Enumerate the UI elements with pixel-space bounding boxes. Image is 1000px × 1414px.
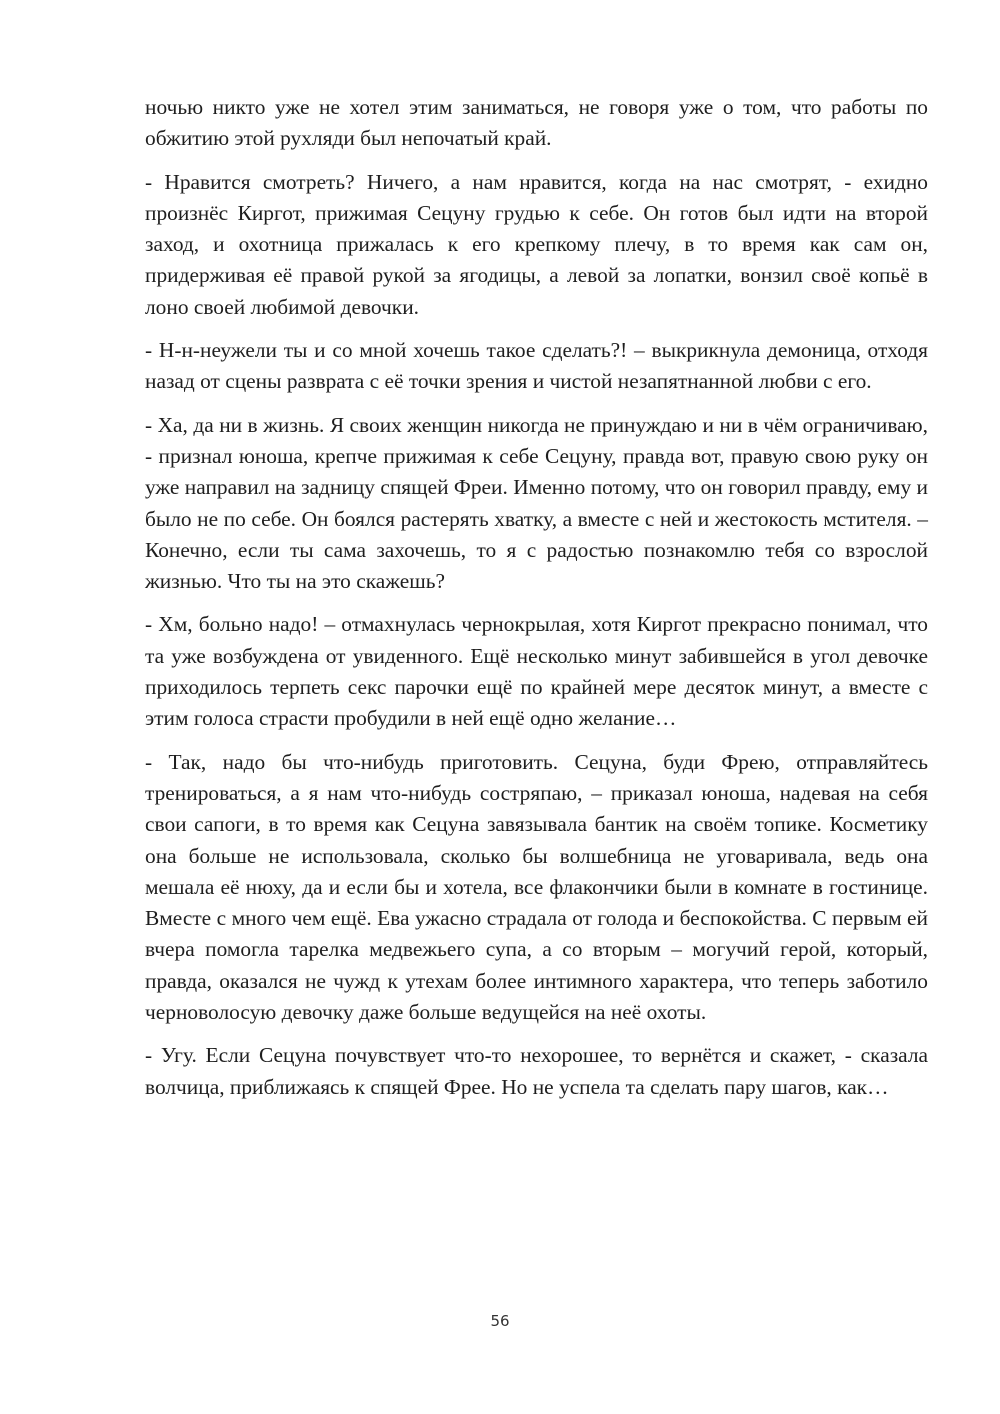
paragraph: - Нравится смотреть? Ничего, а нам нравится, когда на нас смотрят, - ехидно произнёс Киргот, прижимая Сецуну грудью к себе. Он готов был идти на второй заход, и охотница прижалась к его крепкому плечу, в то время как сам он, придерживая её правой рукой за ягодицы, а левой за лопатки, вонзил своё копьё в лоно своей любимой девочки. xyxy=(145,169,928,319)
paragraph: - Н-н-неужели ты и со мной хочешь такое сделать?! – выкрикнула демоница, отходя назад от сцены разврата с её точки зрения и чистой незапятнанной любви с его. xyxy=(145,338,928,394)
paragraph: ночью никто уже не хотел этим заниматься, не говоря уже о том, что работы по обжитию этой рухляди был непочатый край. xyxy=(145,95,928,151)
paragraph: - Хм, больно надо! – отмахнулась чернокрылая, хотя Киргот прекрасно понимал, что та уже возбуждена от увиденного. Ещё несколько минут забившейся в угол девочке приходилось терпеть секс парочки ещё по крайней мере десяток минут, а вместе с этим голоса страсти пробудили в ней ещё одно желание… xyxy=(145,612,928,731)
page-body xyxy=(145,92,928,1115)
paragraph: - Угу. Если Сецуна почувствует что-то нехорошее, то вернётся и скажет, - сказала волчица, приближаясь к спящей Фрее. Но не успела та сделать пару шагов, как… xyxy=(145,1043,928,1099)
page-number: 56 xyxy=(490,1312,510,1330)
paragraph: - Ха, да ни в жизнь. Я своих женщин никогда не принуждаю и ни в чём ограничиваю, - признал юноша, крепче прижимая к себе Сецуну, правда вот, правую свою руку он уже направил на задницу спящей Фреи. Именно потому, что он говорил правду, ему и было не по себе. Он боялся растерять хватку, а вместе с ней и жестокость мстителя. – Конечно, если ты сама захочешь, то я с радостью познакомлю тебя со взрослой жизнью. Что ты на это скажешь? xyxy=(145,412,928,594)
paragraph: - Так, надо бы что-нибудь приготовить. Сецуна, буди Фрею, отправляйтесь тренироваться, а я нам что-нибудь состряпаю, – приказал юноша, надевая на себя свои сапоги, в то время как Сецуна завязывала бантик на своём топике. Косметику она больше не использовала, сколько бы волшебница не уговаривала, ведь она мешала её нюху, да и если бы и хотела, все флакончики были в комнате в гостинице. Вместе с много чем ещё. Ева ужасно страдала от голода и беспокойства. С первым ей вчера помогла тарелка медвежьего супа, а со вторым – могучий герой, который, правда, оказался не чужд к утехам более интимного характера, что теперь заботило черноволосую девочку даже больше ведущейся на неё охоты. xyxy=(145,749,928,1025)
